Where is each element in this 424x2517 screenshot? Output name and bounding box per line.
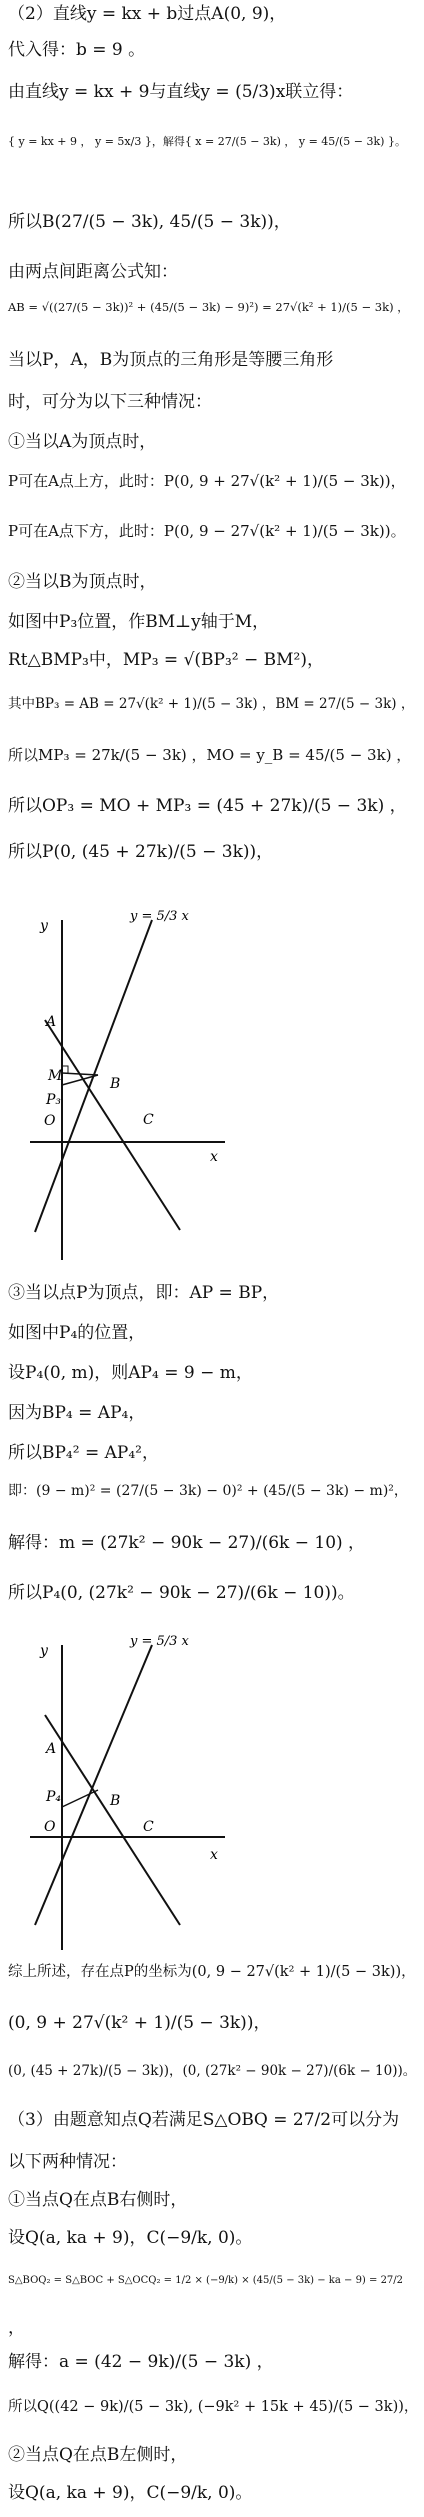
text-line: 当以P，A，B为顶点的三角形是等腰三角形 (8, 350, 334, 370)
point-p4-label: P₄ (46, 1789, 62, 1805)
text-line: 时，可分为以下三种情况： (8, 392, 212, 412)
text-line: 所以B(27/(5 − 3k), 45/(5 − 3k))， (8, 212, 291, 232)
x-axis-label: x (210, 1149, 218, 1165)
text-line: 所以P₄(0, (27k² − 90k − 27)/(6k − 10))。 (8, 1583, 355, 1603)
text-line: 如图中P₄的位置， (8, 1323, 146, 1343)
y-axis-label: y (40, 1643, 48, 1659)
line-label: y = 5/3 x (130, 1634, 189, 1649)
text-line: AB = √((27/(5 − 3k))² + (45/(5 − 3k) − 9)²) = 27√(k² + 1)/(5 − 3k) ， (8, 300, 409, 314)
text-line: （2）直线y = kx + b过点A(0, 9)， (8, 4, 287, 24)
point-c-label: C (143, 1112, 154, 1128)
point-a-label: A (46, 1741, 57, 1757)
figure-2-graph (0, 1605, 424, 1950)
line-y-kx-9 (45, 1020, 180, 1230)
text-line: ③当以点P为顶点，即：AP = BP， (8, 1283, 280, 1303)
text-line: ①当以A为顶点时， (8, 432, 157, 452)
line-y-kx-9 (45, 1715, 180, 1925)
text-line: P可在A点下方，此时：P(0, 9 − 27√(k² + 1)/(5 − 3k))。 (8, 522, 406, 540)
point-b-label: B (110, 1076, 121, 1092)
text-line: 由两点间距离公式知： (8, 262, 178, 282)
text-line: 以下两种情况： (8, 2152, 127, 2172)
text-line: 由直线y = kx + 9与直线y = (5/3)x联立得： (8, 82, 354, 102)
text-line: ②当点Q在点B左侧时， (8, 2445, 188, 2465)
text-line: 代入得：b = 9 。 (8, 40, 146, 60)
text-line: 所以P(0, (45 + 27k)/(5 − 3k))， (8, 842, 274, 862)
point-p3-label: P₃ (46, 1092, 62, 1108)
y-axis-label: y (40, 918, 48, 934)
text-line: 如图中P₃位置，作BM⊥y轴于M， (8, 612, 270, 632)
text-line: ①当点Q在点B右侧时， (8, 2190, 188, 2210)
text-line: 设P₄(0, m)，则AP₄ = 9 − m， (8, 1363, 253, 1383)
point-c-label: C (143, 1819, 154, 1835)
text-line: 即：(9 − m)² = (27/(5 − 3k) − 0)² + (45/(5 − 3k) − m)²， (8, 1483, 408, 1499)
text-line: 所以BP₄² = AP₄²， (8, 1443, 159, 1463)
text-line: 解得：m = (27k² − 90k − 27)/(6k − 10) ， (8, 1533, 366, 1553)
point-o-label: O (44, 1113, 56, 1129)
text-line: S△BOQ₂ = S△BOC + S△OCQ₂ = 1/2 × (−9/k) × (45/(5 − 3k) − ka − 9) = 27/2 (8, 2275, 404, 2286)
figure-1-graph (0, 880, 424, 1260)
text-line: 所以Q((42 − 9k)/(5 − 3k), (−9k² + 15k + 45)/(5 − 3k))， (8, 2399, 419, 2415)
point-o-label: O (44, 1819, 56, 1835)
text-line: 综上所述，存在点P的坐标为(0, 9 − 27√(k² + 1)/(5 − 3k))， (8, 1964, 416, 1980)
text-line: P可在A点上方，此时：P(0, 9 + 27√(k² + 1)/(5 − 3k))， (8, 472, 406, 490)
text-line: (0, 9 + 27√(k² + 1)/(5 − 3k))， (8, 2013, 271, 2033)
text-line: 因为BP₄ = AP₄， (8, 1403, 146, 1423)
line-y-5-3-x (35, 1645, 152, 1925)
text-line: (0, (45 + 27k)/(5 − 3k))，(0, (27k² − 90k − 27)/(6k − 10))。 (8, 2063, 417, 2079)
text-line: ， (8, 2318, 25, 2338)
text-line: （3）由题意知点Q若满足S△OBQ = 27/2可以分为 (8, 2110, 400, 2130)
segment-bp4 (62, 1790, 98, 1807)
text-line: 解得：a = (42 − 9k)/(5 − 3k) ， (8, 2352, 274, 2372)
text-line: ②当以B为顶点时， (8, 572, 157, 592)
text-line: Rt△BMP₃中，MP₃ = √(BP₃² − BM²)， (8, 650, 324, 670)
x-axis-label: x (210, 1847, 218, 1863)
text-line: 设Q(a, ka + 9)，C(−9/k, 0)。 (8, 2483, 253, 2503)
point-a-label: A (46, 1014, 57, 1030)
point-b-label: B (110, 1793, 121, 1809)
text-line: { y = kx + 9 ， y = 5x/3 }，解得{ x = 27/(5 − 3k) ， y = 45/(5 − 3k) }。 (8, 135, 406, 148)
text-line: 其中BP₃ = AB = 27√(k² + 1)/(5 − 3k) ，BM = 27/(5 − 3k) ， (8, 696, 415, 712)
text-line: 所以OP₃ = MO + MP₃ = (45 + 27k)/(5 − 3k) ， (8, 796, 407, 816)
text-line: 所以MP₃ = 27k/(5 − 3k) ，MO = y_B = 45/(5 − 3k) ， (8, 746, 412, 764)
text-line: 设Q(a, ka + 9)，C(−9/k, 0)。 (8, 2228, 253, 2248)
line-label: y = 5/3 x (130, 909, 189, 924)
point-m-label: M (48, 1068, 63, 1084)
